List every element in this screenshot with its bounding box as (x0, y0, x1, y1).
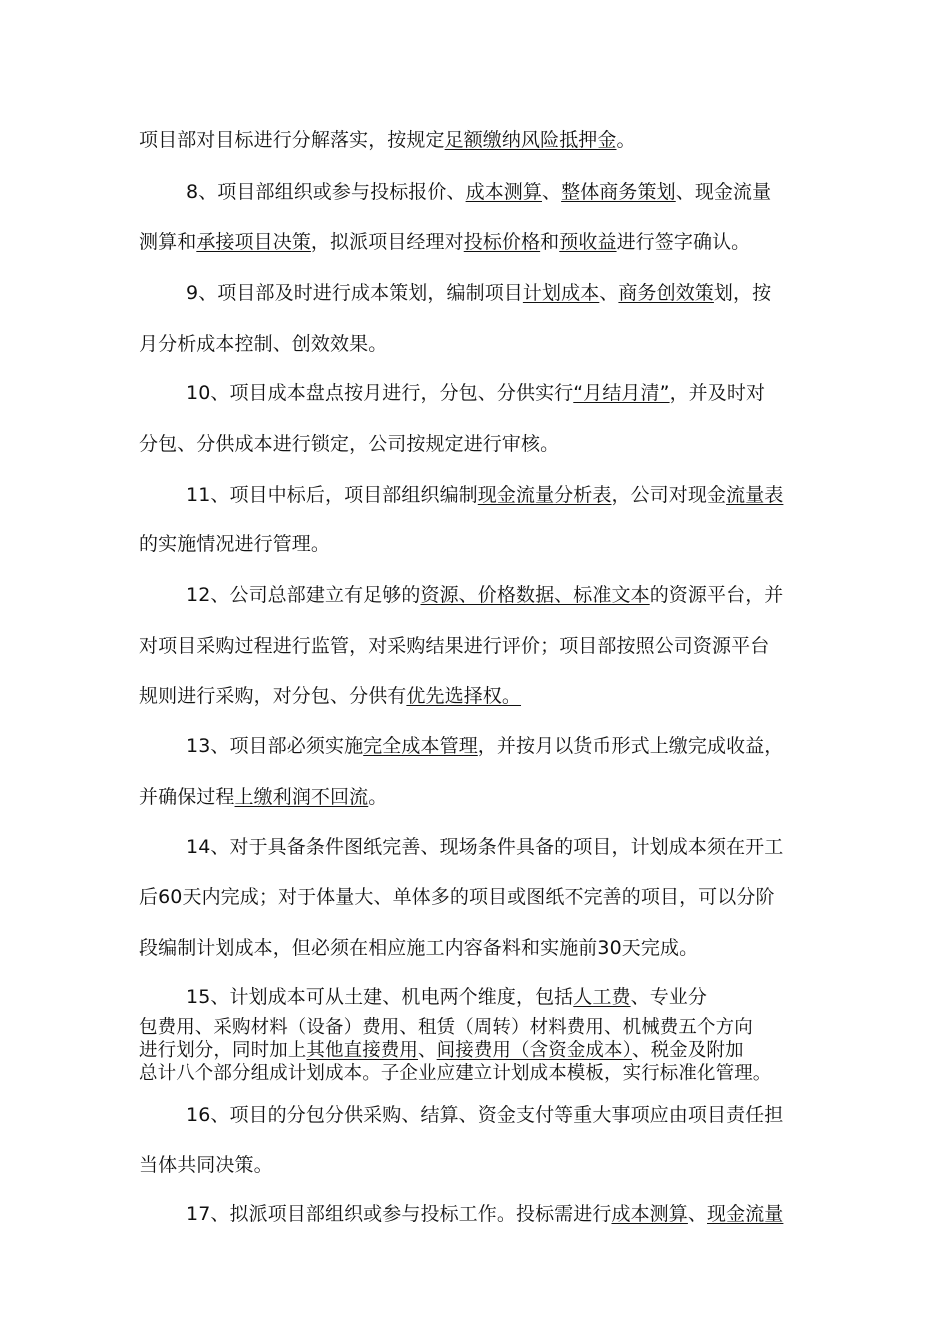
text-segment: 规则进行采购，对分包、分供有 (139, 685, 407, 707)
text-line (0, 1153, 950, 1177)
text-line (0, 532, 950, 556)
underlined-term: 足额缴纳风险抵押金 (444, 129, 617, 151)
text-segment: 测算和 (139, 231, 197, 253)
text-segment: ，公司对现金 (611, 484, 727, 506)
text-segment: 、 (542, 181, 562, 203)
text-segment: 包费用、采购材料（设备）费用、租赁（周转）材料费用、机械费五个方向 (139, 1017, 753, 1038)
text-line (0, 835, 950, 859)
text-segment: ，并按月以货币形式上缴完成收益， (477, 735, 784, 757)
text-segment: 。 (368, 786, 388, 808)
text-line (0, 483, 950, 507)
underlined-term: 承接项目决策 (196, 231, 311, 253)
text-segment: ，并及时对 (669, 382, 766, 404)
text-segment: 17、拟派项目部组织或参与投标工作。投标需进行 (186, 1203, 612, 1225)
text-line (0, 583, 950, 607)
text-segment: 、 (599, 282, 619, 304)
text-line (0, 180, 950, 204)
text-line (0, 985, 950, 1009)
text-line (0, 128, 950, 152)
text-line (0, 1202, 950, 1226)
underlined-term: 投标价格 (463, 231, 541, 253)
text-segment: 的资源平台，并 (649, 584, 784, 606)
text-line (0, 281, 950, 305)
underlined-term: 成本测算 (611, 1203, 688, 1225)
text-segment: 9、项目部及时进行成本策划，编制项目 (186, 282, 523, 304)
text-segment: 总计八个部分组成计划成本。子企业应建立计划成本模板，实行标准化管理。 (139, 1063, 772, 1084)
underlined-term: “月结月清” (573, 382, 670, 404)
text-segment: 当体共同决策。 (139, 1154, 273, 1176)
text-segment: 划，按 (713, 282, 772, 304)
text-segment: 13、项目部必须实施 (186, 735, 364, 757)
underlined-term: 间接费用（含资金成本） (436, 1040, 632, 1061)
text-segment: 并确保过程 (139, 786, 235, 808)
underlined-term: 现金流量 (707, 1203, 784, 1225)
underlined-term: 人工费 (573, 986, 631, 1008)
text-line (0, 634, 950, 658)
text-segment: 后60天内完成；对于体量大、单体多的项目或图纸不完善的项目，可以分阶 (139, 886, 775, 908)
text-line (0, 1062, 950, 1086)
text-line (0, 1103, 950, 1127)
underlined-term: 资源、价格数据、标准文本 (420, 584, 650, 606)
text-segment: 12、公司总部建立有足够的 (186, 584, 421, 606)
underlined-term: 整体商务策划 (561, 181, 676, 203)
underlined-term: 优先选择权。 (406, 685, 522, 707)
text-segment: 8、项目部组织或参与投标报价、 (186, 181, 466, 203)
text-segment: 14、对于具备条件图纸完善、现场条件具备的项目，计划成本须在开工 (186, 836, 784, 858)
text-segment: 月分析成本控制、创效效果。 (139, 333, 388, 355)
text-line (0, 684, 950, 708)
text-segment: 进行签字确认。 (616, 231, 751, 253)
text-segment: 11、项目中标后，项目部组织编制 (186, 484, 478, 506)
underlined-term: 完全成本管理 (363, 735, 478, 757)
text-line (0, 230, 950, 254)
text-segment: 、专业分 (630, 986, 707, 1008)
text-segment: 段编制计划成本，但必须在相应施工内容备料和实施前30天完成。 (139, 937, 699, 959)
underlined-term: 商务创效策 (618, 282, 714, 304)
text-segment: ，拟派项目经理对 (310, 231, 464, 253)
text-segment: 10、项目成本盘点按月进行，分包、分供实行 (186, 382, 574, 404)
underlined-term: 上缴利润不回流 (234, 786, 369, 808)
underlined-term: 预收益 (559, 231, 617, 253)
text-segment: 、 (687, 1203, 707, 1225)
text-segment: 项目部对目标进行分解落实，按规定 (139, 129, 445, 151)
underlined-term: 其他直接费用 (306, 1040, 419, 1061)
text-line (0, 785, 950, 809)
text-line (0, 332, 950, 356)
text-line (0, 1016, 950, 1040)
text-line (0, 885, 950, 909)
text-line (0, 1039, 950, 1063)
underlined-term: 现金流量分析表 (477, 484, 612, 506)
text-line (0, 936, 950, 960)
underlined-term: 流量表 (726, 484, 784, 506)
text-segment: 的实施情况进行管理。 (139, 533, 331, 555)
text-segment: 分包、分供成本进行锁定，公司按规定进行审核。 (139, 433, 560, 455)
text-segment: 16、项目的分包分供采购、结算、资金支付等重大事项应由项目责任担 (186, 1104, 784, 1126)
text-segment: 进行划分，同时加上 (139, 1040, 307, 1061)
text-line (0, 381, 950, 405)
text-segment: 。 (616, 129, 636, 151)
text-line (0, 432, 950, 456)
text-line (0, 734, 950, 758)
text-segment: 15、计划成本可从土建、机电两个维度，包括 (186, 986, 574, 1008)
text-segment: 、 (418, 1040, 437, 1061)
underlined-term: 成本测算 (465, 181, 542, 203)
underlined-term: 计划成本 (522, 282, 600, 304)
text-segment: 、税金及附加 (631, 1040, 744, 1061)
text-segment: 对项目采购过程进行监管，对采购结果进行评价；项目部按照公司资源平台 (139, 635, 770, 657)
text-segment: 和 (540, 231, 560, 253)
text-segment: 、现金流量 (675, 181, 772, 203)
